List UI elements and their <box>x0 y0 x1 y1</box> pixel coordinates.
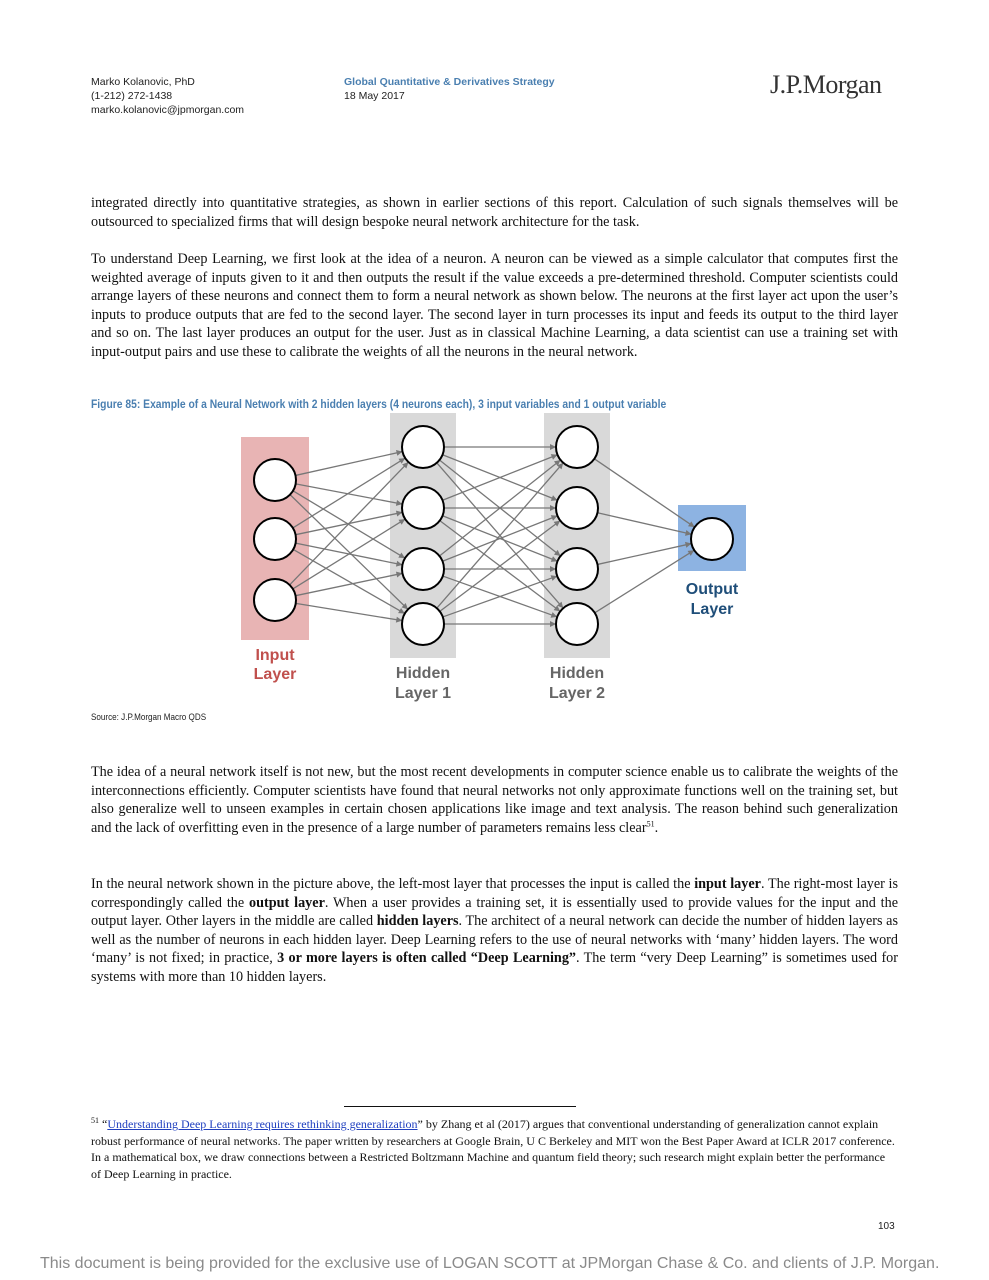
connection-input-0-to-hidden1-0 <box>295 452 402 476</box>
report-date: 18 May 2017 <box>344 90 405 102</box>
p4-text-g: . The architect of a neural network can decide the number of hidden layers as well as the number of neurons in each hidden layer. Deep Learning refers to the use of neural networks with ‘many’ hidden layers. The word ‘many’ is not fixed; in practice, <box>91 913 899 967</box>
connection-input-0-to-hidden1-1 <box>296 484 403 504</box>
hidden1-neuron-4 <box>402 603 444 645</box>
author-email: marko.kolanovic@jpmorgan.com <box>91 104 245 116</box>
connection-input-2-to-hidden1-1 <box>293 519 405 589</box>
hidden1-neuron-2 <box>402 487 444 529</box>
footnote-divider <box>344 1106 576 1107</box>
hidden-layer-2-label-line1: Hidden <box>549 665 605 682</box>
term-input-layer: input layer <box>694 876 761 892</box>
paragraph-1: integrated directly into quantitative strategies, as shown in earlier sections of this report. Calculation of such signals themselves will be outsourced to specialized firms that will design bespoke neural network architecture for the task. <box>91 195 898 230</box>
connections <box>290 444 695 627</box>
input-neuron-2 <box>254 518 296 560</box>
neural-network-diagram <box>230 410 770 710</box>
p4-text-e: . When a user provides a training set, it is essentially used to provide values for the input and the output layer. Other layers in the middle are called <box>91 894 898 930</box>
paragraph-3-text: The idea of a neural network itself is not new, but the most recent developments in computer science enable us to calibrate the weights of the interconnections efficiently. Computer scientists have found that neural networks not only approximate functions well on the training set, but also generalize well to unseen examples in certain chosen applications like image and text analysis. The reason behind such generalization and the lack of overfitting even in the presence of a large number of parameters remains less clear <box>91 764 898 836</box>
input-neuron-3 <box>254 579 296 621</box>
author-phone: (1-212) 272-1438 <box>91 90 173 102</box>
hidden2-neuron-2 <box>556 487 598 529</box>
footnote-quote: “ <box>99 1117 108 1131</box>
footnote <box>91 1116 898 1182</box>
hidden2-neuron-4 <box>556 603 598 645</box>
paragraph-3 <box>91 763 898 837</box>
output-layer-label-line1: Output <box>685 581 739 598</box>
jpmorgan-logo: J.P.Morgan <box>770 70 882 99</box>
connection-input-1-to-hidden1-0 <box>293 458 405 528</box>
usage-disclaimer: This document is being provided for the exclusive use of LOGAN SCOTT at JPMorgan Chase & Co. and clients of J.P. Morgan. <box>40 1255 940 1272</box>
author-name: Marko Kolanovic, PhD <box>91 76 195 88</box>
hidden2-neuron-3 <box>556 548 598 590</box>
p4-text-a: In the neural network shown in the picture above, the left-most layer that processes the input is called the <box>91 876 695 892</box>
hidden-layer-2-label-line2: Layer 2 <box>548 685 606 702</box>
input-neuron-1 <box>254 459 296 501</box>
output-neuron-1 <box>691 518 733 560</box>
footnote-ref[interactable]: 51 <box>646 819 655 829</box>
hidden2-neuron-1 <box>556 426 598 468</box>
p4-text-c: . The right-most layer is correspondingly called the <box>91 876 899 911</box>
footnote-number: 51 <box>91 1116 99 1125</box>
report-info <box>344 75 555 103</box>
paragraph-2: To understand Deep Learning, we first look at the idea of a neuron. A neuron can be viewed as a simple calculator that computes first the weighted average of inputs given to it and then outputs the result if the value exceeds a pre-determined threshold. Computer scientists could arrange layers of these neurons and connect them to form a neural network as shown below. The neurons at the first layer act upon the user’s inputs to produce outputs that are fed to the second layer. The second layer in turn processes its input and feeds its output to the third layer and so on. The last layer produces an output for the user. Just as in classical Machine Learning, a data scientist can use a training set with input-output pairs and use these to calibrate the weights of all the neurons in the neural network. <box>91 251 898 360</box>
hidden1-neuron-3 <box>402 548 444 590</box>
figure-title: Figure 85: Example of a Neural Network with 2 hidden layers (4 neurons each), 3 input variables and 1 output variable <box>91 397 667 411</box>
term-output-layer: output layer <box>249 894 325 911</box>
hidden-layer-1-label-line2: Layer 1 <box>394 685 452 702</box>
term-deep-learning: 3 or more layers is often called “Deep Learning” <box>277 950 577 967</box>
term-hidden-layers: hidden layers <box>376 913 459 930</box>
input-layer-label-line2: Layer <box>253 666 297 683</box>
hidden-layer-1-label-line1: Hidden <box>395 665 451 682</box>
department-name: Global Quantitative & Derivatives Strategy <box>344 76 555 88</box>
footnote-paper-link[interactable]: Understanding Deep Learning requires rethinking generalization <box>107 1117 418 1131</box>
p4-text-i: . The term “very Deep Learning” is sometimes used for systems with more than 10 hidden layers. <box>91 950 898 985</box>
figure-source: Source: J.P.Morgan Macro QDS <box>91 712 207 722</box>
connection-input-1-to-hidden1-3 <box>293 549 405 613</box>
output-layer-label-line2: Layer <box>690 601 734 618</box>
footnote-text: ” by Zhang et al (2017) argues that conventional understanding of generalization cannot explain robust performance of neural networks. The paper written by researchers at Google Brain, U C Berkeley and MIT won the Best Paper Award at ICLR 2017 conference. In a mathematical box, we draw connections between a Restricted Boltzmann Machine and quantum field theory; such research might explain better the performance of Deep Learning in practice. <box>91 1117 895 1181</box>
paragraph-3-end: . <box>654 819 659 836</box>
connection-input-2-to-hidden1-3 <box>296 603 403 620</box>
paragraph-4 <box>91 875 898 987</box>
input-layer-label-line1: Input <box>255 647 295 664</box>
page-number: 103 <box>878 1221 895 1232</box>
hidden1-neuron-1 <box>402 426 444 468</box>
author-block <box>91 75 244 117</box>
